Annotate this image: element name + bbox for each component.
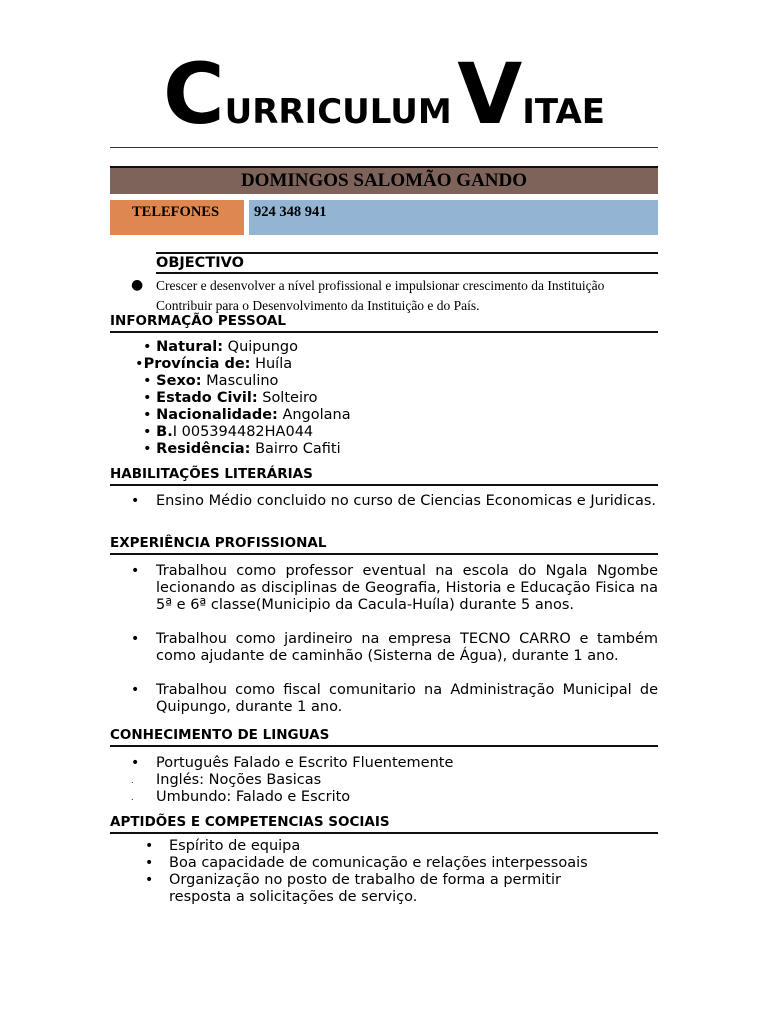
objective-line-1: Crescer e desenvolver a nível profissional e impulsionar crescimento da Instituição — [156, 278, 605, 293]
res-value: Bairro Cafiti — [250, 441, 341, 457]
title-word-urriculum: URRICULUM — [224, 92, 452, 132]
title-word-itae: ITAE — [522, 92, 606, 132]
skill-item-1: Espírito de equipa — [169, 838, 301, 854]
bullet-icon: • — [145, 838, 154, 854]
education-heading: HABILITAÇÕES LITERÁRIAS — [110, 466, 658, 486]
estado-value: Solteiro — [257, 390, 318, 406]
bullet-icon: • — [131, 682, 140, 698]
provincia-value: Huíla — [250, 356, 293, 372]
title-initial-v: V — [457, 45, 523, 143]
phone-label: TELEFONES — [110, 200, 244, 235]
language-item-2: Inglés: Noções Basicas — [156, 772, 322, 788]
experience-heading: EXPERIÊNCIA PROFISSIONAL — [110, 535, 658, 555]
bi-value: I 005394482HA044 — [172, 424, 314, 440]
bullet-icon: • — [131, 755, 140, 771]
bi-label: B. — [156, 424, 173, 440]
personal-estado-civil: • Estado Civil: Solteiro — [143, 390, 318, 406]
personal-nacionalidade: • Nacionalidade: Angolana — [143, 407, 351, 423]
bullet-icon: • — [145, 872, 154, 888]
provincia-label: Província de: — [143, 356, 251, 372]
personal-residencia: • Residência: Bairro Cafiti — [143, 441, 341, 457]
nac-label: Nacionalidade: — [156, 407, 278, 423]
bullet-icon: • — [145, 855, 154, 871]
objective-line-2: Contribuir para o Desenvolvimento da Instituição e do País. — [156, 298, 480, 313]
res-label: Residência: — [156, 441, 251, 457]
natural-label: Natural: — [156, 339, 224, 355]
personal-heading: INFORMAÇÃO PESSOAL — [110, 313, 658, 333]
phone-value: 924 348 941 — [249, 200, 658, 235]
natural-value: Quipungo — [223, 339, 298, 355]
personal-sexo: • Sexo: Masculino — [143, 373, 279, 389]
nac-value: Angolana — [277, 407, 351, 423]
skills-heading: APTIDÕES E COMPETENCIAS SOCIAIS — [110, 814, 658, 834]
personal-natural: • Natural: Quipungo — [143, 339, 298, 355]
experience-item-3: Trabalhou como fiscal comunitario na Administração Municipal de Quipungo, durante 1 ano. — [156, 682, 658, 715]
sexo-label: Sexo: — [156, 373, 202, 389]
education-item-1: Ensino Médio concluido no curso de Ciencias Economicas e Juridicas. — [156, 493, 657, 509]
objective-text — [156, 276, 658, 316]
bullet-icon: • — [131, 631, 140, 647]
experience-item-1: Trabalhou como professor eventual na escola do Ngala Ngombe lecionando as disciplinas de Geografia, Historia e Educação Fisica na 5ª e 6ª classe(Municipio da Cacula-Huíla) durante 5 anos. — [156, 563, 658, 613]
skill-item-2: Boa capacidade de comunicação e relações interpessoais — [169, 855, 588, 871]
document-title — [0, 45, 768, 143]
personal-bi: • B.I 005394482HA044 — [143, 424, 314, 440]
sexo-value: Masculino — [201, 373, 279, 389]
bullet-icon: • — [131, 493, 140, 509]
experience-item-2: Trabalhou como jardineiro na empresa TECNO CARRO e também como ajudante de caminhão (Sisterna de Água), durante 1 ano. — [156, 631, 658, 664]
language-item-1: Português Falado e Escrito Fluentemente — [156, 755, 454, 771]
estado-label: Estado Civil: — [156, 390, 258, 406]
small-bullet-icon: . — [131, 793, 134, 802]
title-divider — [110, 147, 658, 148]
bullet-icon: ● — [131, 277, 144, 293]
name-banner — [110, 166, 658, 194]
bullet-icon: • — [131, 563, 140, 579]
title-initial-c: C — [162, 45, 225, 143]
personal-provincia: •Província de: Huíla — [135, 356, 293, 372]
skill-item-3: Organização no posto de trabalho de forma a permitir resposta a solicitações de serviço. — [169, 872, 561, 905]
languages-heading: CONHECIMENTO DE LINGUAS — [110, 727, 658, 747]
objective-heading: OBJECTIVO — [156, 252, 658, 274]
candidate-name: DOMINGOS SALOMÃO GANDO — [240, 170, 528, 191]
language-item-3: Umbundo: Falado e Escrito — [156, 789, 351, 805]
small-bullet-icon: . — [131, 776, 134, 785]
